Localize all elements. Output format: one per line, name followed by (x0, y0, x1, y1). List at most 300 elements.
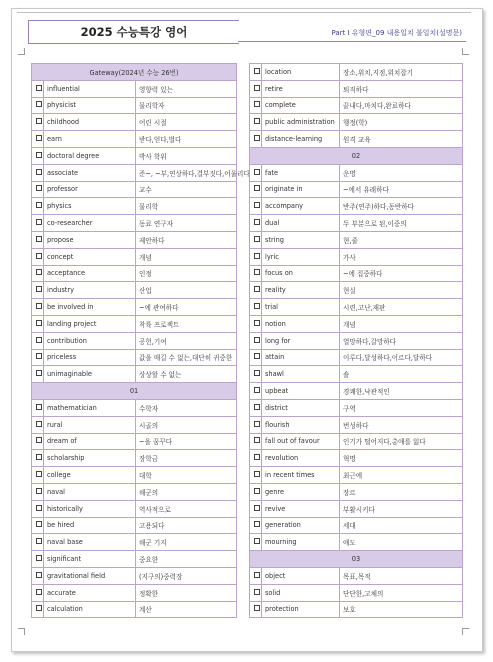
vocab-word: focus on (262, 265, 340, 282)
checkbox-cell (32, 265, 44, 282)
vocab-row (32, 450, 237, 467)
checkbox-icon[interactable] (36, 505, 42, 511)
checkbox-cell (250, 164, 262, 181)
vocab-meaning: 이루다,달성하다,이르다,달하다 (340, 349, 463, 366)
vocab-meaning: 제안하다 (136, 231, 237, 248)
vocab-word: rural (44, 416, 136, 433)
vocab-meaning: 시련,고난,재판 (340, 299, 463, 316)
vocab-row (250, 500, 463, 517)
checkbox-icon[interactable] (254, 370, 260, 376)
vocab-meaning: 애도 (340, 534, 463, 551)
vocab-row (250, 64, 463, 81)
vocab-word: mathematician (44, 399, 136, 416)
checkbox-icon[interactable] (254, 135, 260, 141)
checkbox-icon[interactable] (36, 337, 42, 343)
checkbox-cell (32, 299, 44, 316)
vocab-row (250, 248, 463, 265)
vocab-row (32, 164, 237, 181)
vocab-word: calculation (44, 601, 136, 618)
vocab-row (32, 131, 237, 148)
vocab-meaning: 공헌,기여 (136, 332, 237, 349)
checkbox-cell (32, 483, 44, 500)
vocab-meaning: 두 부분으로 된,이중의 (340, 215, 463, 232)
vocab-word: college (44, 467, 136, 484)
checkbox-icon[interactable] (36, 538, 42, 544)
vocab-word: historically (44, 500, 136, 517)
checkbox-cell (32, 248, 44, 265)
vocab-word: accompany (262, 198, 340, 215)
vocab-word: fall out of favour (262, 433, 340, 450)
vocab-word: be hired (44, 517, 136, 534)
vocab-meaning: 산업 (136, 282, 237, 299)
checkbox-cell (250, 231, 262, 248)
checkbox-icon[interactable] (254, 421, 260, 427)
checkbox-cell (250, 215, 262, 232)
checkbox-icon[interactable] (36, 488, 42, 494)
vocab-meaning: 가사 (340, 248, 463, 265)
vocab-row (250, 181, 463, 198)
checkbox-cell (32, 467, 44, 484)
vocab-row (32, 551, 237, 568)
checkbox-icon[interactable] (254, 269, 260, 275)
vocab-meaning: 정확한 (136, 584, 237, 601)
checkbox-icon[interactable] (254, 589, 260, 595)
vocab-word: shawl (262, 366, 340, 383)
vocab-word: be involved in (44, 299, 136, 316)
vocab-meaning: 현,줄 (340, 231, 463, 248)
checkbox-icon[interactable] (36, 471, 42, 477)
checkbox-cell (250, 282, 262, 299)
vocab-word: scholarship (44, 450, 136, 467)
vocab-row (250, 97, 463, 114)
vocab-row (250, 467, 463, 484)
vocab-meaning: 시골의 (136, 416, 237, 433)
vocab-row (250, 299, 463, 316)
vocab-word: string (262, 231, 340, 248)
vocab-word: professor (44, 181, 136, 198)
checkbox-cell (250, 332, 262, 349)
checkbox-cell (32, 399, 44, 416)
vocab-row (250, 534, 463, 551)
vocab-word: complete (262, 97, 340, 114)
checkbox-cell (32, 114, 44, 131)
section-title: Gateway(2024년 수능 26번) (32, 64, 237, 81)
vocab-row (250, 332, 463, 349)
checkbox-icon[interactable] (254, 538, 260, 544)
checkbox-cell (32, 567, 44, 584)
checkbox-icon[interactable] (36, 185, 42, 191)
vocab-word: distance-learning (262, 131, 340, 148)
vocab-row (32, 416, 237, 433)
vocab-meaning: 영향력 있는 (136, 80, 237, 97)
checkbox-icon[interactable] (254, 437, 260, 443)
checkbox-cell (32, 181, 44, 198)
vocab-meaning: 개념 (340, 315, 463, 332)
checkbox-cell (32, 164, 44, 181)
vocab-meaning: 동료 연구자 (136, 215, 237, 232)
checkbox-cell (250, 349, 262, 366)
vocab-word: lyric (262, 248, 340, 265)
checkbox-cell (250, 198, 262, 215)
vocab-row (250, 416, 463, 433)
vocab-word: dual (262, 215, 340, 232)
vocab-word: influential (44, 80, 136, 97)
checkbox-cell (250, 483, 262, 500)
checkbox-cell (32, 282, 44, 299)
vocab-row (32, 198, 237, 215)
vocab-row (32, 181, 237, 198)
vocab-meaning: 혁명 (340, 450, 463, 467)
checkbox-cell (250, 584, 262, 601)
checkbox-icon[interactable] (254, 320, 260, 326)
vocab-row (32, 534, 237, 551)
page-title: 2025 수능특강 영어 (28, 20, 239, 44)
vocab-row (250, 433, 463, 450)
vocab-meaning: 물리학 (136, 198, 237, 215)
vocab-meaning: 목표,목적 (340, 567, 463, 584)
vocab-row (32, 483, 237, 500)
checkbox-icon[interactable] (254, 185, 260, 191)
section-header (250, 147, 463, 164)
vocab-word: retire (262, 80, 340, 97)
checkbox-cell (250, 567, 262, 584)
vocab-row (250, 80, 463, 97)
checkbox-cell (32, 349, 44, 366)
checkbox-cell (250, 450, 262, 467)
checkbox-cell (250, 601, 262, 618)
vocab-row (32, 97, 237, 114)
vocab-meaning: 인기가 떨어지다,총애를 잃다 (340, 433, 463, 450)
vocab-row (250, 483, 463, 500)
checkbox-icon[interactable] (254, 253, 260, 259)
vocab-meaning: 숄 (340, 366, 463, 383)
checkbox-icon[interactable] (36, 169, 42, 175)
checkbox-icon[interactable] (254, 68, 260, 74)
checkbox-cell (32, 97, 44, 114)
checkbox-cell (32, 433, 44, 450)
vocab-word: trial (262, 299, 340, 316)
vocab-meaning: 해군의 (136, 483, 237, 500)
vocab-meaning: 세대 (340, 517, 463, 534)
checkbox-cell (32, 231, 44, 248)
vocab-word: fate (262, 164, 340, 181)
vocab-row (250, 114, 463, 131)
checkbox-icon[interactable] (36, 236, 42, 242)
vocab-row (250, 231, 463, 248)
section-header (32, 64, 237, 81)
vocab-word: upbeat (262, 383, 340, 400)
vocab-row (32, 467, 237, 484)
checkbox-cell (250, 399, 262, 416)
checkbox-cell (250, 64, 262, 81)
vocab-row (32, 265, 237, 282)
vocab-meaning: 반주(연주)하다,동반하다 (340, 198, 463, 215)
vocab-word: childhood (44, 114, 136, 131)
vocab-meaning: 현실 (340, 282, 463, 299)
vocab-meaning: 끝내다,마치다,완료하다 (340, 97, 463, 114)
vocab-row (250, 164, 463, 181)
vocab-row (250, 399, 463, 416)
checkbox-icon[interactable] (36, 404, 42, 410)
vocab-word: attain (262, 349, 340, 366)
vocab-row (32, 248, 237, 265)
vocab-row (32, 147, 237, 164)
checkbox-cell (250, 383, 262, 400)
checkbox-icon[interactable] (36, 101, 42, 107)
vocab-row (250, 131, 463, 148)
checkbox-icon[interactable] (254, 219, 260, 225)
vocab-row (32, 332, 237, 349)
checkbox-icon[interactable] (36, 605, 42, 611)
vocab-row (32, 349, 237, 366)
checkbox-icon[interactable] (254, 101, 260, 107)
vocab-meaning: 값을 매길 수 없는,대단히 귀중한 (136, 349, 237, 366)
checkbox-icon[interactable] (36, 421, 42, 427)
vocab-meaning: 중요한 (136, 551, 237, 568)
vocab-word: physicist (44, 97, 136, 114)
checkbox-icon[interactable] (254, 353, 260, 359)
vocab-row (250, 349, 463, 366)
checkbox-cell (250, 248, 262, 265)
vocab-meaning: 부활시키다 (340, 500, 463, 517)
vocab-meaning: 박사 학위 (136, 147, 237, 164)
vocab-word: propose (44, 231, 136, 248)
vocab-meaning: 단단한,고체의 (340, 584, 463, 601)
vocab-word: notion (262, 315, 340, 332)
vocab-word: revolution (262, 450, 340, 467)
vocab-word: earn (44, 131, 136, 148)
vocab-meaning: 고용되다 (136, 517, 237, 534)
vocab-meaning: ~에 집중하다 (340, 265, 463, 282)
vocab-row (250, 383, 463, 400)
vocab-meaning: 운명 (340, 164, 463, 181)
vocab-row (250, 450, 463, 467)
checkbox-icon[interactable] (36, 202, 42, 208)
checkbox-cell (32, 198, 44, 215)
checkbox-icon[interactable] (254, 605, 260, 611)
vocab-meaning: 착륙 프로젝트 (136, 315, 237, 332)
vocab-word: priceless (44, 349, 136, 366)
checkbox-cell (32, 416, 44, 433)
vocab-word: associate (44, 164, 136, 181)
vocab-row (250, 282, 463, 299)
checkbox-cell (32, 584, 44, 601)
vocab-word: unimaginable (44, 366, 136, 383)
checkbox-icon[interactable] (36, 286, 42, 292)
checkbox-cell (250, 131, 262, 148)
vocab-word: co-researcher (44, 215, 136, 232)
vocab-meaning: 인정 (136, 265, 237, 282)
checkbox-cell (250, 315, 262, 332)
vocab-row (32, 517, 237, 534)
checkbox-icon[interactable] (36, 353, 42, 359)
checkbox-icon[interactable] (254, 202, 260, 208)
vocab-meaning: (지구의)중력장 (136, 567, 237, 584)
checkbox-cell (32, 366, 44, 383)
checkbox-cell (32, 517, 44, 534)
vocab-meaning: 준~, ~부,연상하다,결부짓다,어울리다 (136, 164, 237, 181)
vocab-word: naval (44, 483, 136, 500)
checkbox-icon[interactable] (254, 488, 260, 494)
vocab-word: object (262, 567, 340, 584)
vocab-row (250, 601, 463, 618)
vocab-meaning: 상상할 수 없는 (136, 366, 237, 383)
vocab-row (32, 114, 237, 131)
checkbox-icon[interactable] (254, 286, 260, 292)
checkbox-cell (32, 551, 44, 568)
vocab-word: concept (44, 248, 136, 265)
checkbox-icon[interactable] (36, 521, 42, 527)
vocab-meaning: 퇴직하다 (340, 80, 463, 97)
checkbox-cell (32, 215, 44, 232)
checkbox-icon[interactable] (36, 118, 42, 124)
crop-mark-bottom-left (18, 628, 25, 635)
checkbox-cell (32, 131, 44, 148)
vocab-row (250, 517, 463, 534)
vocab-word: generation (262, 517, 340, 534)
checkbox-icon[interactable] (36, 269, 42, 275)
checkbox-cell (250, 500, 262, 517)
vocab-word: contribution (44, 332, 136, 349)
checkbox-cell (32, 332, 44, 349)
checkbox-icon[interactable] (36, 454, 42, 460)
vocab-meaning: 장르 (340, 483, 463, 500)
vocab-word: acceptance (44, 265, 136, 282)
vocab-word: gravitational field (44, 567, 136, 584)
checkbox-cell (32, 500, 44, 517)
checkbox-cell (32, 80, 44, 97)
checkbox-icon[interactable] (254, 505, 260, 511)
checkbox-cell (32, 534, 44, 551)
vocab-row (32, 433, 237, 450)
checkbox-icon[interactable] (254, 454, 260, 460)
vocab-meaning: 역사적으로 (136, 500, 237, 517)
vocab-word: district (262, 399, 340, 416)
vocab-word: in recent times (262, 467, 340, 484)
checkbox-icon[interactable] (36, 572, 42, 578)
checkbox-cell (32, 601, 44, 618)
vocab-row (32, 231, 237, 248)
checkbox-icon[interactable] (36, 135, 42, 141)
checkbox-icon[interactable] (254, 118, 260, 124)
checkbox-icon[interactable] (36, 152, 42, 158)
checkbox-cell (250, 97, 262, 114)
checkbox-cell (32, 315, 44, 332)
vocab-meaning: 대학 (136, 467, 237, 484)
vocab-meaning: 장학금 (136, 450, 237, 467)
section-header (32, 383, 237, 400)
checkbox-cell (32, 450, 44, 467)
vocab-meaning: 경쾌한,낙관적인 (340, 383, 463, 400)
vocab-meaning: 번성하다 (340, 416, 463, 433)
checkbox-cell (250, 433, 262, 450)
vocab-row (250, 215, 463, 232)
section-title: 02 (250, 147, 463, 164)
checkbox-cell (250, 534, 262, 551)
checkbox-icon[interactable] (36, 555, 42, 561)
vocab-meaning: 개념 (136, 248, 237, 265)
vocab-meaning: 원격 교육 (340, 131, 463, 148)
vocab-row (32, 399, 237, 416)
checkbox-icon[interactable] (36, 320, 42, 326)
vocab-meaning: 물리학자 (136, 97, 237, 114)
vocab-row (32, 366, 237, 383)
checkbox-icon[interactable] (254, 337, 260, 343)
checkbox-icon[interactable] (36, 437, 42, 443)
vocab-row (32, 567, 237, 584)
checkbox-icon[interactable] (254, 169, 260, 175)
vocab-meaning: 해군 기지 (136, 534, 237, 551)
checkbox-icon[interactable] (254, 85, 260, 91)
checkbox-icon[interactable] (36, 219, 42, 225)
section-header (250, 551, 463, 568)
vocab-row (32, 500, 237, 517)
vocab-row (32, 315, 237, 332)
vocab-word: originate in (262, 181, 340, 198)
checkbox-icon[interactable] (36, 589, 42, 595)
vocab-meaning: 행정(학) (340, 114, 463, 131)
checkbox-icon[interactable] (36, 370, 42, 376)
vocab-meaning: 최근에 (340, 467, 463, 484)
top-divider (17, 12, 471, 13)
checkbox-icon[interactable] (254, 303, 260, 309)
crop-mark-top-right (462, 48, 469, 55)
vocab-word: naval base (44, 534, 136, 551)
page-subtitle: Part Ⅰ 유형편_09 내용일치 불일치(설명문) (238, 20, 466, 42)
vocab-meaning: ~에 관여하다 (136, 299, 237, 316)
vocab-row (250, 198, 463, 215)
vocab-word: mourning (262, 534, 340, 551)
vocab-word: landing project (44, 315, 136, 332)
crop-mark-bottom-right (462, 628, 469, 635)
vocab-word: reality (262, 282, 340, 299)
checkbox-cell (250, 416, 262, 433)
checkbox-icon[interactable] (254, 471, 260, 477)
vocab-row (32, 282, 237, 299)
checkbox-cell (250, 80, 262, 97)
checkbox-icon[interactable] (254, 521, 260, 527)
vocab-row (250, 567, 463, 584)
vocab-row (32, 584, 237, 601)
vocab-meaning: 보호 (340, 601, 463, 618)
vocab-meaning: 장소,위치,지점,위치잡기 (340, 64, 463, 81)
checkbox-icon[interactable] (36, 85, 42, 91)
vocab-word: public administration (262, 114, 340, 131)
vocab-table-right (249, 63, 463, 618)
vocab-word: revive (262, 500, 340, 517)
checkbox-icon[interactable] (254, 572, 260, 578)
checkbox-icon[interactable] (36, 253, 42, 259)
checkbox-icon[interactable] (254, 387, 260, 393)
checkbox-icon[interactable] (254, 404, 260, 410)
vocab-word: physics (44, 198, 136, 215)
vocab-row (250, 265, 463, 282)
vocab-meaning: 받다,얻다,벌다 (136, 131, 237, 148)
checkbox-icon[interactable] (36, 303, 42, 309)
vocab-word: long for (262, 332, 340, 349)
vocab-meaning: 구역 (340, 399, 463, 416)
vocab-meaning: 계산 (136, 601, 237, 618)
vocab-word: flourish (262, 416, 340, 433)
vocab-meaning: 열망하다,갈망하다 (340, 332, 463, 349)
section-title: 01 (32, 383, 237, 400)
checkbox-icon[interactable] (254, 236, 260, 242)
checkbox-cell (250, 467, 262, 484)
vocab-word: industry (44, 282, 136, 299)
section-title: 03 (250, 551, 463, 568)
checkbox-cell (250, 366, 262, 383)
vocab-row (32, 299, 237, 316)
